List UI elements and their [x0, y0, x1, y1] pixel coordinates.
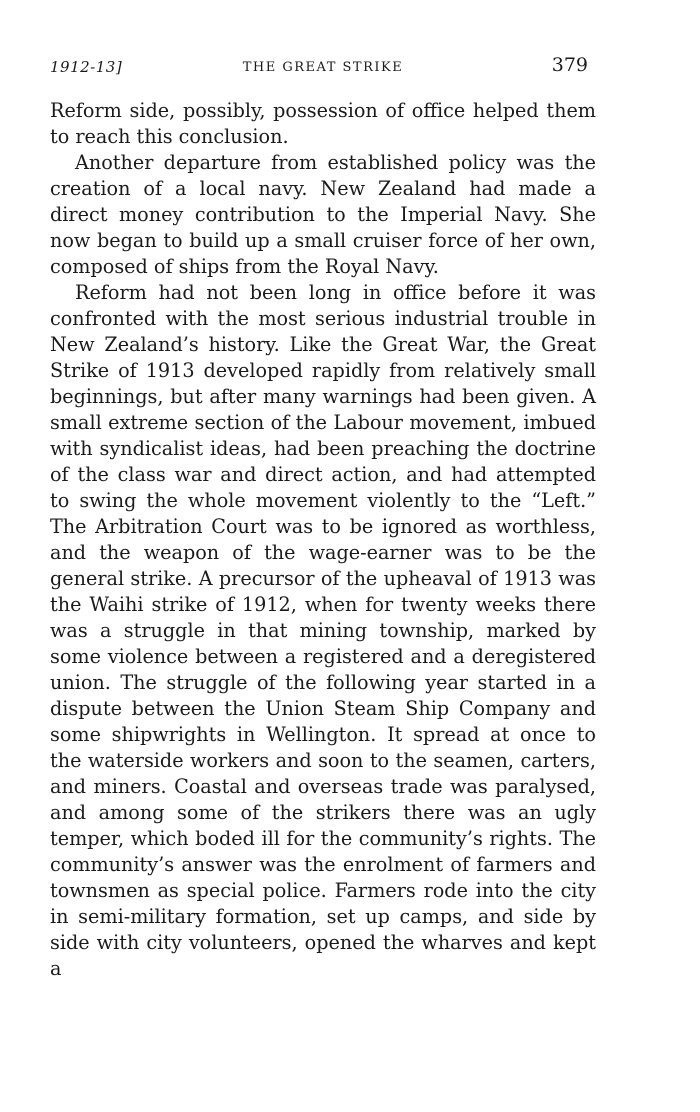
paragraph-great-strike: Reform had not been long in office before it was confronted with the most serious industrial trouble in New Zealand’s history. Like the Great War, the Great Strike of 1913 developed rapidly from relatively small beginnings, but after many warnings had been given. A small extreme section of the Labour movement, imbued with syndicalist ideas, had been preaching the doctrine of the class war and direct action, and had attempted to swing the whole movement violently to the “Left.” The Arbitration Court was to be ignored as worthless, and the weapon of the wage-earner was to be the general strike. A precursor of the upheaval of 1913 was the Waihi strike of 1912, when for twenty weeks there was a struggle in that mining township, marked by some violence between a registered and a deregistered union. The struggle of the following year started in a dispute between the Union Steam Ship Company and some shipwrights in Wellington. It spread at once to the waterside workers and soon to the seamen, carters, and miners. Coastal and overseas trade was paralysed, and among some of the strikers there was an ugly temper, which boded ill for the community’s rights. The community’s answer was the enrolment of farmers and townsmen as special police. Farmers rode into the city in semi-military formation, set up camps, and side by side with city volunteers, opened the wharves and kept a	[50, 281, 596, 980]
page-number: 379	[551, 54, 588, 76]
body-text	[50, 98, 596, 982]
book-page	[50, 50, 596, 982]
header-title: THE GREAT STRIKE	[242, 60, 404, 75]
paragraph-continuation: Reform side, possibly, possession of office helped them to reach this conclusion.	[50, 99, 596, 148]
header-years: 1912-13]	[50, 58, 123, 76]
running-header	[50, 50, 596, 86]
paragraph-navy: Another departure from established policy was the creation of a local navy. New Zealand had made a direct money contribution to the Imperial Navy. She now began to build up a small cruiser force of her own, composed of ships from the Royal Navy.	[50, 151, 596, 278]
